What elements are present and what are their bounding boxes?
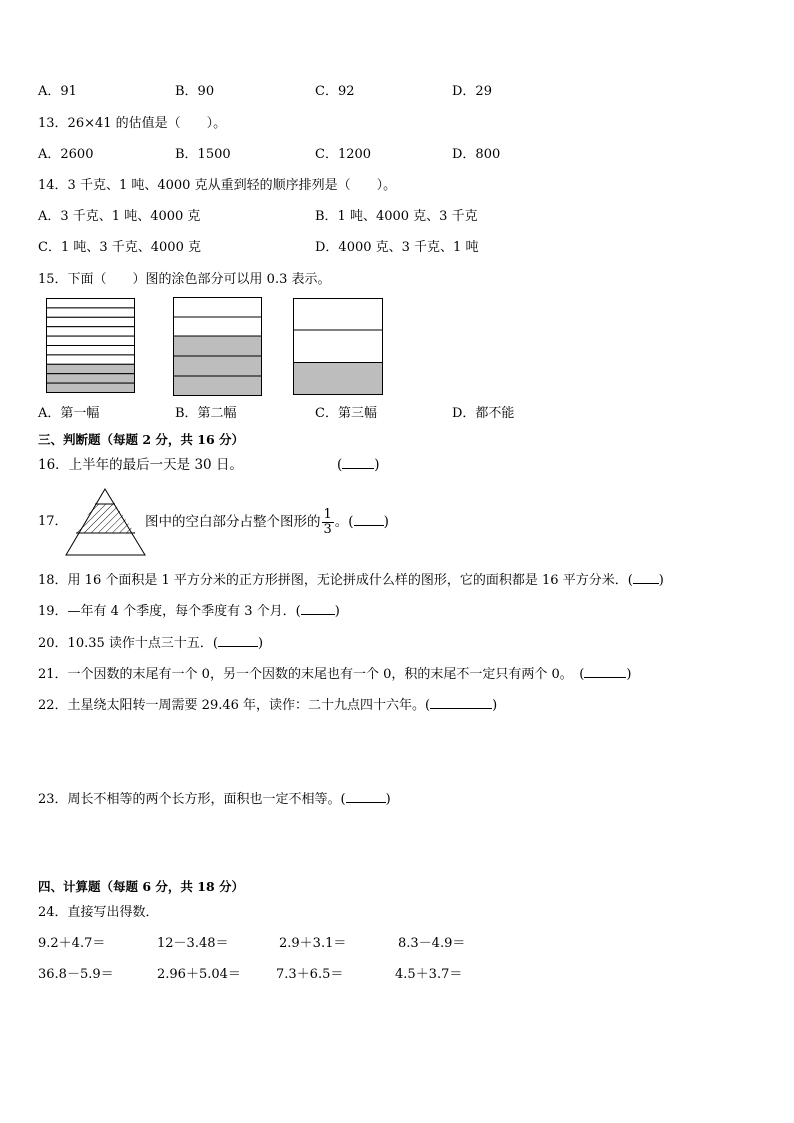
q22-answer-blank[interactable] [430,697,492,709]
q17-text-after: 。( [334,514,354,530]
q12-option-c: C．92 [315,84,355,99]
q16-answer-blank[interactable] [342,457,374,469]
q16-paren-open: ( [337,457,343,473]
q17-text-before: 图中的空白部分占整个图形的 [145,514,321,530]
q23-answer-blank[interactable] [346,791,386,803]
q16-answer-paren[interactable] [337,457,380,473]
q13-option-c: C．1200 [315,147,372,162]
q22-question [38,697,497,714]
q14-option-d: D．4000 克、3 千克、1 吨 [315,240,479,255]
q22-paren-close: ) [492,698,498,713]
q23-paren-close: ) [385,792,391,807]
figure-1-strip [47,308,135,317]
q16-paren-close: ) [374,457,380,473]
q17-fraction [322,508,334,537]
q20-answer-blank[interactable] [218,635,258,647]
figure-1-strip [47,317,135,326]
q12-option-b: B．90 [175,84,215,99]
figure-1-strip [47,346,135,355]
q17-triangle-figure [65,488,147,558]
q23-question [38,791,391,808]
q14-option-c: C．1 吨、3 千克、4000 克 [38,240,201,255]
q15-option-d: D．都不能 [452,406,515,421]
q24-item-7: 7.3＋6.5＝ [276,967,344,982]
q21-paren-close: ) [626,667,632,682]
q15-figure-2 [173,297,263,397]
q18-text: 18．用 16 个面积是 1 平方分米的正方形拼图，无论拼成什么样的图形，它的面积都是 16 平方分米．( [38,573,633,588]
q17-number: 17． [38,514,68,529]
figure-1-strip [47,327,135,336]
q17-answer-blank[interactable] [354,514,384,526]
q22-text: 22．土星绕太阳转一周需要 29.46 年，读作：二十九点四十六年。( [38,698,431,713]
figure-1-shaded-strip [47,374,135,383]
figure-1-shaded-strip [47,364,135,373]
section-4-title: 四、计算题（每题 6 分，共 18 分） [38,879,245,894]
q14-question: 14．3 千克、1 吨、4000 克从重到轻的顺序排列是（ ）。 [38,178,397,193]
q15-option-c: C．第三幅 [315,406,377,421]
q21-question [38,666,631,683]
q15-figure-3 [293,298,385,396]
q19-paren-close: ) [334,604,340,619]
q17-fraction-denominator: 3 [323,522,332,537]
q17-question [145,506,389,538]
section-3-title: 三、判断题（每题 2 分，共 16 分） [38,432,245,447]
q17-fraction-numerator: 1 [323,507,332,522]
q24-item-1: 9.2＋4.7＝ [38,936,106,951]
q18-answer-blank[interactable] [633,572,659,584]
q20-text: 20．10.35 读作十点三十五．( [38,636,218,651]
q15-question: 15．下面（ ）图的涂色部分可以用 0.3 表示。 [38,272,331,287]
q24-item-8: 4.5＋3.7＝ [395,967,463,982]
q23-text: 23．周长不相等的两个长方形，面积也一定不相等。( [38,792,346,807]
q15-option-a: A．第一幅 [38,406,100,421]
q12-option-a: A．91 [38,84,77,99]
q24-item-5: 36.8－5.9＝ [38,967,114,982]
figure-1-strip [47,299,135,308]
q14-option-a: A．3 千克、1 吨、4000 克 [38,209,201,224]
q13-option-d: D．800 [452,147,501,162]
q19-question [38,603,340,620]
q16-question: 16．上半年的最后一天是 30 日。 [38,457,243,473]
q13-question: 13．26×41 的估值是（ ）。 [38,116,227,131]
q13-option-a: A．2600 [38,147,94,162]
q13-option-b: B．1500 [175,147,231,162]
q24-question: 24．直接写出得数． [38,905,159,920]
q24-item-6: 2.96＋5.04＝ [157,967,241,982]
q18-question [38,572,664,589]
q24-item-4: 8.3－4.9＝ [398,936,466,951]
q20-paren-close: ) [257,636,264,651]
q19-text: 19．—年有 4 个季度，每个季度有 3 个月．( [38,604,301,619]
figure-1-strip [47,336,135,345]
q24-item-2: 12－3.48＝ [157,936,229,951]
q24-item-3: 2.9＋3.1＝ [279,936,347,951]
q20-question [38,635,263,652]
q15-figure-1 [46,298,136,394]
q21-answer-blank[interactable] [584,666,626,678]
figure-1-strip [47,355,135,364]
q18-paren-close: ) [658,573,664,588]
q19-answer-blank[interactable] [301,603,335,615]
q12-option-d: D．29 [452,84,492,99]
figure-1-shaded-strip [47,383,135,392]
q17-paren-close: ) [383,514,389,530]
q15-option-b: B．第二幅 [175,406,237,421]
q21-text: 21．一个因数的末尾有一个 0，另一个因数的末尾也有一个 0，积的末尾不一定只有两个 0。 ( [38,667,585,682]
q14-option-b: B．1 吨、4000 克、3 千克 [315,209,478,224]
